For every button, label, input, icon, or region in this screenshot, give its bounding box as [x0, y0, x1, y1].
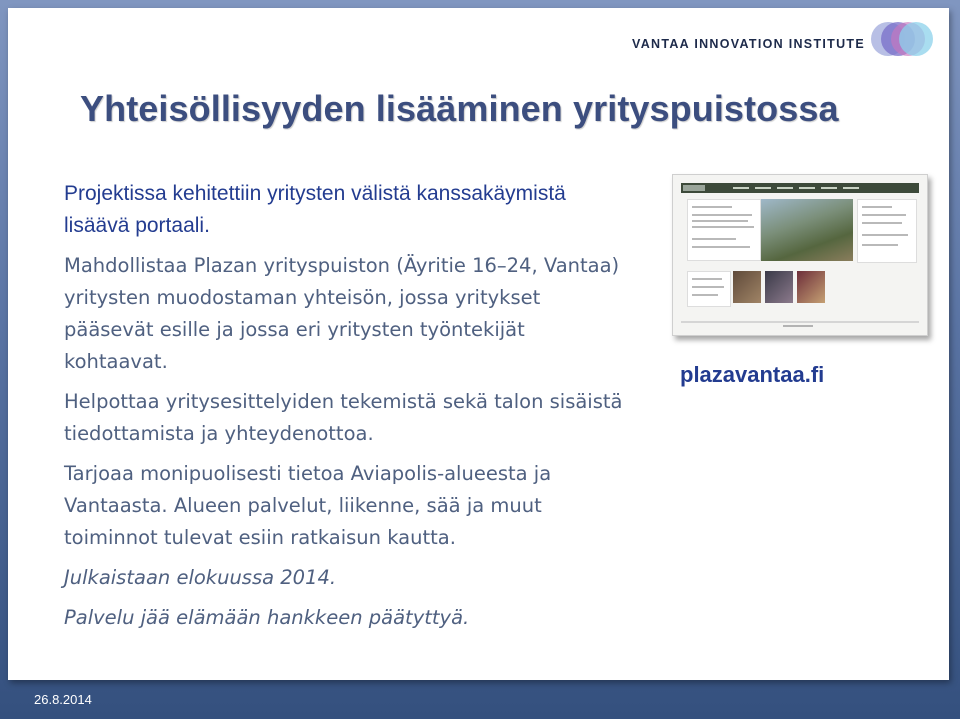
website-screenshot-image — [672, 174, 928, 336]
slide-body — [64, 178, 624, 634]
website-link[interactable]: plazavantaa.fi — [680, 362, 825, 387]
vantaa-innovation-institute-logo — [632, 20, 933, 60]
publication-note: Julkaistaan elokuussa 2014. — [64, 566, 337, 589]
footer-date: 26.8.2014 — [34, 692, 92, 707]
logo-text: VANTAA INNOVATION INSTITUTE — [631, 37, 865, 51]
lead-paragraph: Projektissa kehitettiin yritysten välistä kanssakäymistä lisäävä portaali. — [64, 182, 566, 237]
paragraph-3: Tarjoaa monipuolisesti tietoa Aviapolis-alueesta ja Vantaasta. Alueen palvelut, liikenne, sää ja muut toiminnot tulevat esiin ratkaisun kautta. — [64, 462, 552, 549]
paragraph-2: Helpottaa yritysesittelyiden tekemistä sekä talon sisäistä tiedottamista ja yhteydenottoa. — [64, 390, 623, 445]
slide — [8, 8, 949, 680]
paragraph-1: Mahdollistaa Plazan yrityspuiston (Äyritie 16–24, Vantaa) yritysten muodostaman yhteisön, jossa yritykset pääsevät esille ja jossa eri yritysten työntekijät kohtaavat. — [64, 254, 620, 373]
slide-title: Yhteisöllisyyden lisääminen yrityspuistossa — [80, 88, 839, 129]
continuation-note: Palvelu jää elämään hankkeen päätyttyä. — [64, 606, 470, 629]
logo-circles-icon — [871, 20, 933, 60]
